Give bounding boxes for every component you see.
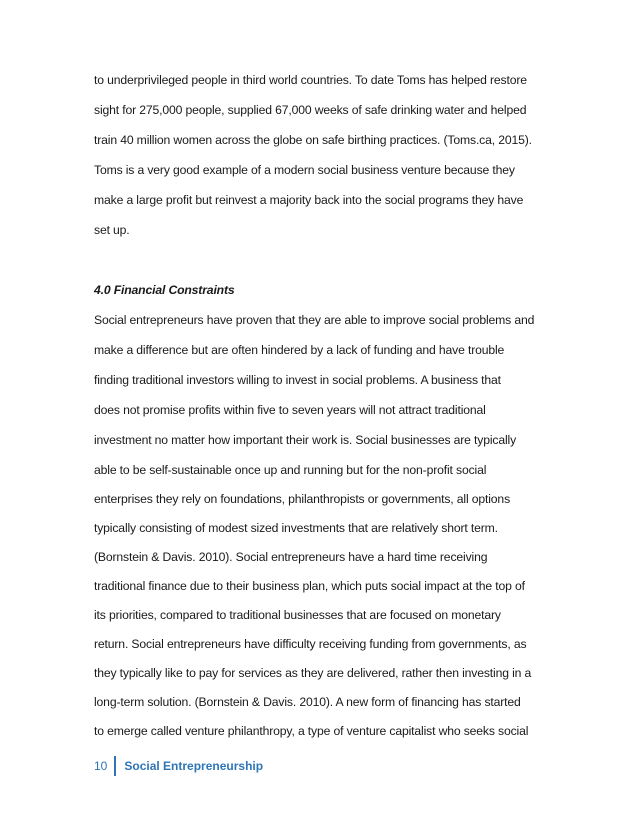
body-line: train 40 million women across the globe on safe birthing practices. (Toms.ca, 2015). [94,133,532,147]
section-heading: 4.0 Financial Constraints [94,283,235,297]
body-line: investment no matter how important their work is. Social businesses are typically [94,433,517,447]
body-line: Toms is a very good example of a modern social business venture because they [94,163,515,177]
body-line: return. Social entrepreneurs have difficulty receiving funding from governments, as [94,637,527,651]
page-footer [94,756,263,776]
body-line: finding traditional investors willing to invest in social problems. A business that [94,373,501,387]
body-line: Social entrepreneurs have proven that they are able to improve social problems and [94,313,535,327]
body-line: typically consisting of modest sized investments that are relatively short term. [94,521,498,535]
body-line: make a large profit but reinvest a majority back into the social programs they have [94,193,524,207]
body-line: set up. [94,223,130,237]
body-line: to underprivileged people in third world countries. To date Toms has helped restore [94,73,527,87]
footer-title: Social Entrepreneurship [124,759,264,773]
body-line: sight for 275,000 people, supplied 67,000 weeks of safe drinking water and helped [94,103,527,117]
body-line: able to be self-sustainable once up and running but for the non-profit social [94,463,487,477]
body-line: (Bornstein & Davis. 2010). Social entrepreneurs have a hard time receiving [94,550,488,564]
body-line: enterprises they rely on foundations, philanthropists or governments, all options [94,492,511,506]
body-line: they typically like to pay for services as they are delivered, rather then investing in a [94,666,532,680]
body-line: its priorities, compared to traditional businesses that are focused on monetary [94,608,501,622]
body-line: make a difference but are often hindered by a lack of funding and have trouble [94,343,505,357]
body-line: does not promise profits within five to seven years will not attract traditional [94,403,486,417]
body-line: long-term solution. (Bornstein & Davis. 2010). A new form of financing has started [94,695,521,709]
page-number: 10 [94,759,108,773]
body-line: traditional finance due to their business plan, which puts social impact at the top of [94,579,525,593]
body-line: to emerge called venture philanthropy, a type of venture capitalist who seeks social [94,724,529,738]
footer-divider [114,756,116,776]
